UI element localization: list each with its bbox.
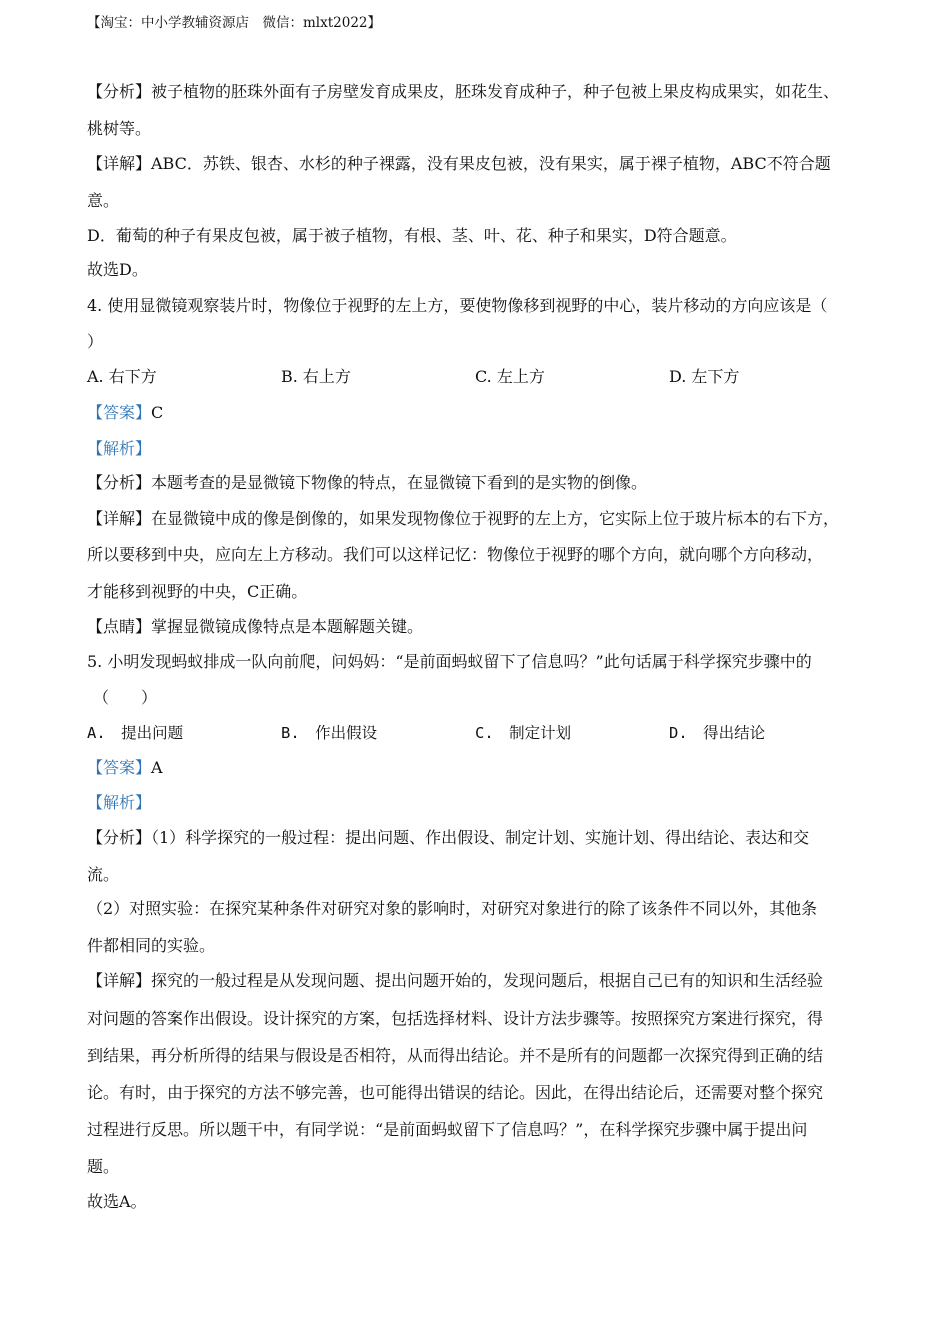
q4-jiexi-tag: 【解析】 [87, 439, 152, 458]
q4-option-d: D. 左下方 [669, 367, 740, 386]
q4-stem-line-1: 4. 使用显微镜观察装片时，物像位于视野的左上方，要使物像移到视野的中心，装片移动的方向应该是（ [87, 296, 828, 315]
q5-analysis-line-1: 【分析】（1）科学探究的一般过程：提出问题、作出假设、制定计划、实施计划、得出结论、表达和交 [87, 828, 810, 847]
q5-analysis-line-3: （2）对照实验：在探究某种条件对研究对象的影响时，对研究对象进行的除了该条件不同以外，其他条 [87, 899, 818, 918]
q4-detail-line-1: 【详解】在显微镜中成的像是倒像的，如果发现物像位于视野的左上方，它实际上位于玻片标本的右下方， [87, 509, 840, 528]
q3-analysis-line-1: 【分析】被子植物的胚珠外面有子房壁发育成果皮，胚珠发育成种子，种子包被上果皮构成果实，如花生、 [87, 82, 840, 101]
q3-analysis-line-2: 桃树等。 [87, 119, 152, 138]
q5-option-b: B. 作出假设 [281, 724, 378, 742]
q4-option-c: C. 左上方 [475, 367, 545, 386]
q4-detail-line-3: 才能移到视野的中央，C正确。 [87, 582, 308, 601]
q5-answer-tag: 【答案】 [87, 758, 152, 777]
q5-detail-line-5: 过程进行反思。所以题干中，有同学说：“是前面蚂蚁留下了信息吗？”，在科学探究步骤中属于提出问 [87, 1120, 808, 1139]
q4-stem-line-2: ） [87, 332, 104, 351]
q5-answer-value: A [151, 758, 163, 777]
q4-analysis: 【分析】本题考查的是显微镜下物像的特点，在显微镜下看到的是实物的倒像。 [87, 473, 648, 492]
q5-analysis-line-4: 件都相同的实验。 [87, 936, 216, 955]
header-source: 【淘宝：中小学教辅资源店 微信：mlxt2022】 [87, 15, 382, 31]
q5-answer [87, 757, 163, 779]
q5-option-c: C. 制定计划 [475, 724, 572, 742]
q3-detail-line-2: 意。 [87, 191, 120, 210]
q5-jiexi-tag: 【解析】 [87, 793, 152, 812]
q5-stem-line-1: 5. 小明发现蚂蚁排成一队向前爬，问妈妈：“是前面蚂蚁留下了信息吗？”此句话属于科学探究步骤中的 [87, 652, 812, 671]
q4-answer [87, 402, 163, 424]
q5-analysis-line-2: 流。 [87, 865, 120, 884]
q5-detail-line-2: 对问题的答案作出假设。设计探究的方案，包括选择材料、设计方法步骤等。按照探究方案进行探究，得 [87, 1009, 824, 1028]
q3-detail-line-1: 【详解】ABC．苏铁、银杏、水杉的种子裸露，没有果皮包被，没有果实，属于裸子植物，ABC不符合题 [87, 154, 831, 173]
q5-detail-line-1: 【详解】探究的一般过程是从发现问题、提出问题开始的，发现问题后，根据自己已有的知识和生活经验 [87, 971, 824, 990]
q3-conclusion: 故选D。 [87, 260, 148, 279]
q5-detail-line-3: 到结果，再分析所得的结果与假设是否相符，从而得出结论。并不是所有的问题都一次探究得到正确的结 [87, 1046, 824, 1065]
q5-conclusion: 故选A。 [87, 1192, 147, 1211]
q5-detail-line-4: 论。有时，由于探究的方法不够完善，也可能得出错误的结论。因此，在得出结论后，还需要对整个探究 [87, 1083, 824, 1102]
q5-option-a: A. 提出问题 [87, 724, 184, 742]
q4-option-b: B. 右上方 [281, 367, 351, 386]
q4-option-a: A. 右下方 [87, 367, 157, 386]
q4-comment: 【点睛】掌握显微镜成像特点是本题解题关键。 [87, 617, 424, 636]
q4-answer-tag: 【答案】 [87, 403, 152, 422]
q4-answer-value: C [151, 403, 164, 422]
q5-stem-line-2: （ ） [93, 688, 158, 707]
q3-detail-line-3: D．葡萄的种子有果皮包被，属于被子植物，有根、茎、叶、花、种子和果实，D符合题意。 [87, 226, 737, 245]
q4-detail-line-2: 所以要移到中央，应向左上方移动。我们可以这样记忆：物像位于视野的哪个方向，就向哪个方向移动， [87, 545, 824, 564]
q5-option-d: D. 得出结论 [669, 724, 766, 742]
q5-detail-line-6: 题。 [87, 1157, 120, 1176]
